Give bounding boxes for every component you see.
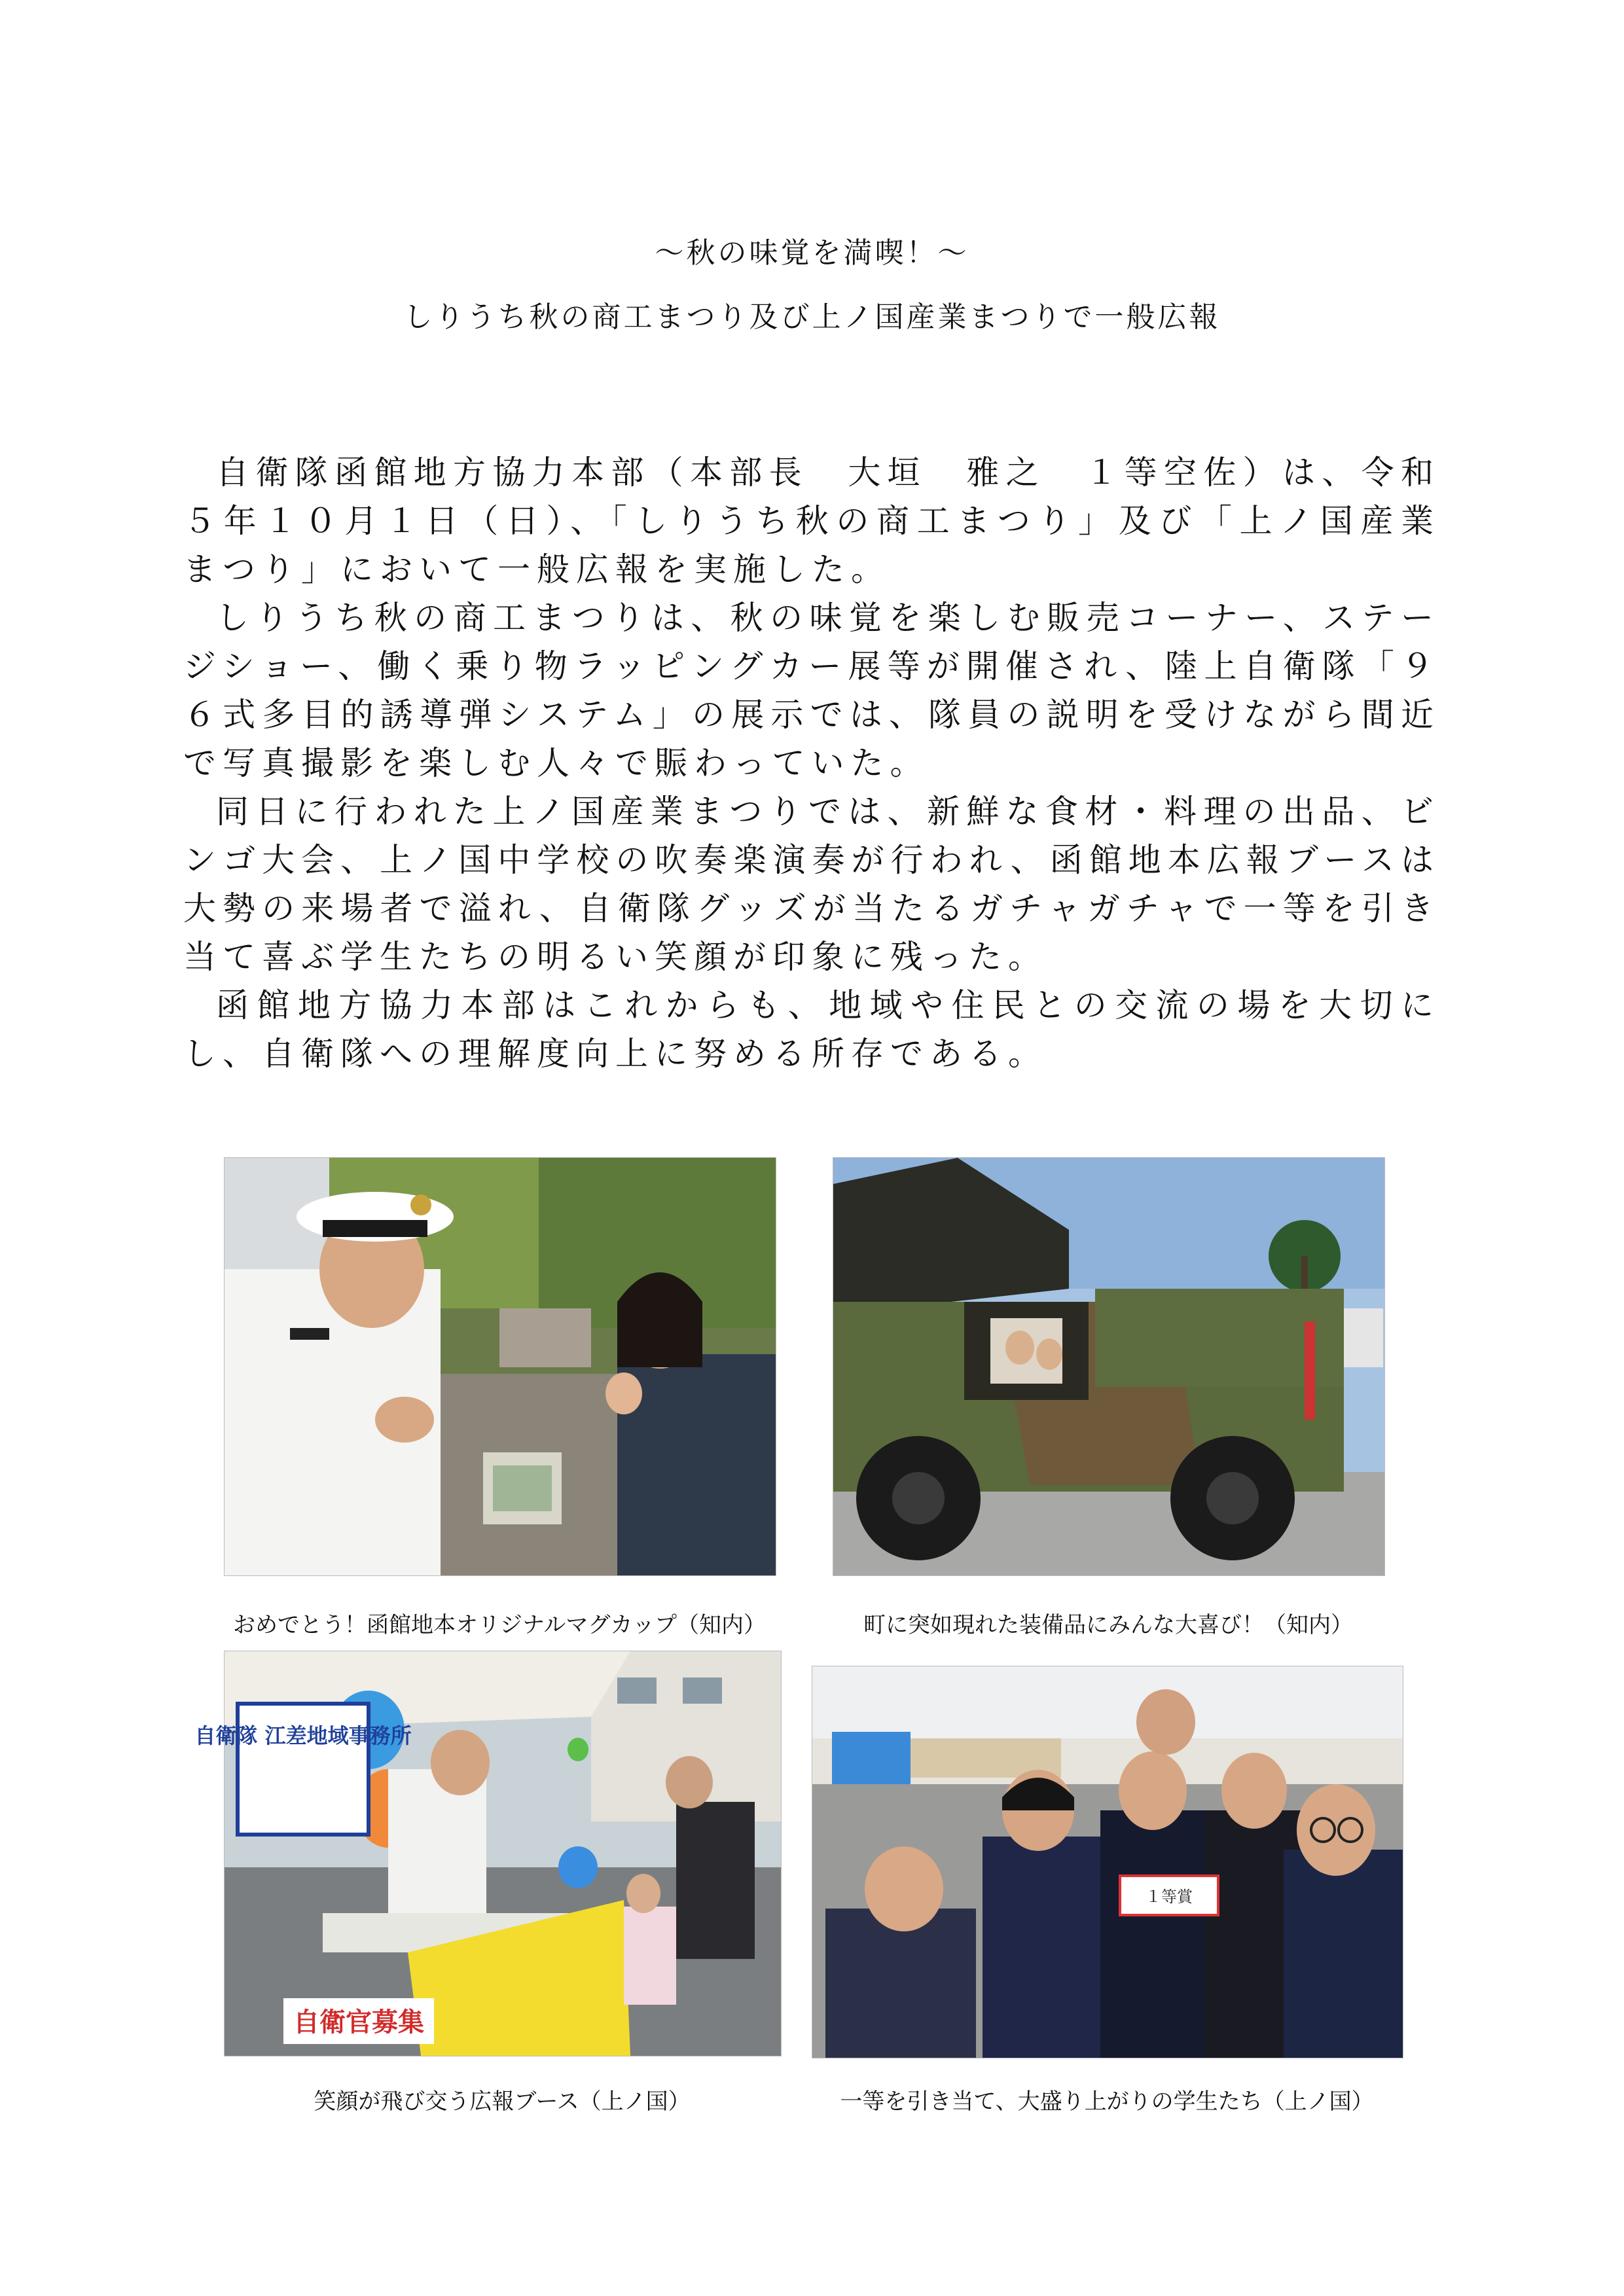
prize-card-text: １等賞	[1146, 1888, 1193, 1906]
photo-students-celebrating	[812, 1666, 1403, 2058]
booth-sign-text: 自衛隊 江差地域事務所	[194, 1723, 412, 1748]
article-body	[183, 448, 1440, 1078]
page-subtitle: ～秋の味覚を満喫！～	[655, 236, 969, 270]
page-title: しりうち秋の商工まつり及び上ノ国産業まつりで一般広報	[403, 300, 1221, 334]
paragraph-kaminokuni: 同日に行われた上ノ国産業まつりでは、新鮮な食材・料理の出品、ビンゴ大会、上ノ国中学校の吹奏楽演奏が行われ、函館地本広報ブースは大勢の来場者で溢れ、自衛隊グッズが当たるガチャガチャで一等を引き当て喜ぶ学生たちの明るい笑顔が印象に残った。	[183, 793, 1440, 976]
photo-caption-3: 笑顔が飛び交う広報ブース（上ノ国）	[314, 2089, 691, 2115]
photo-military-vehicle	[833, 1157, 1385, 1576]
photo-caption-1: おめでとう！函館地本オリジナルマグカップ（知内）	[233, 1612, 766, 1638]
recruit-banner-text: 自衛官募集	[293, 2007, 424, 2037]
paragraph-closing: 函館地方協力本部はこれからも、地域や住民との交流の場を大切にし、自衛隊への理解度向上に努める所存である。	[183, 986, 1440, 1073]
paragraph-intro: 自衛隊函館地方協力本部（本部長 大垣 雅之 １等空佐）は、令和５年１０月１日（日）、「しりうち秋の商工まつり」及び「上ノ国産業まつり」において一般広報を実施した。	[183, 454, 1440, 588]
paragraph-shiriuchi: しりうち秋の商工まつりは、秋の味覚を楽しむ販売コーナー、ステージショー、働く乗り物ラッピングカー展等が開催され、陸上自衛隊「９６式多目的誘導弾システム」の展示では、隊員の説明を受けながら間近で写真撮影を楽しむ人々で賑わっていた。	[183, 599, 1440, 782]
photo-officer-with-girl	[224, 1157, 776, 1576]
photo-caption-2: 町に突如現れた装備品にみんな大喜び！（知内）	[863, 1612, 1353, 1638]
photo-caption-4: 一等を引き当て、大盛り上がりの学生たち（上ノ国）	[840, 2089, 1374, 2115]
photo-pr-booth	[194, 1651, 782, 2056]
